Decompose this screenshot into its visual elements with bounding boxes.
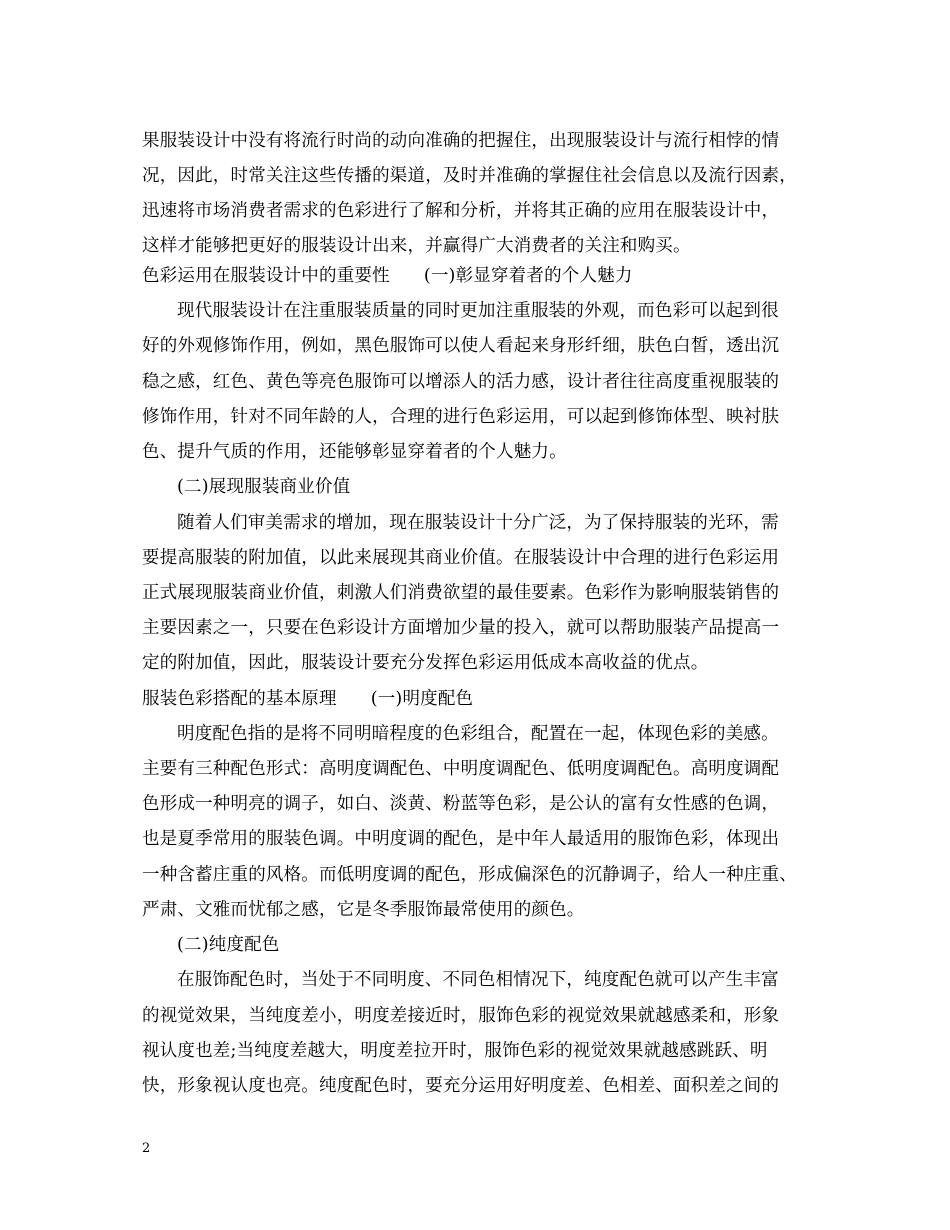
paragraph-line: 也是夏季常用的服装色调。中明度调的配色，是中年人最适用的服饰色彩，体现出	[142, 829, 780, 849]
paragraph-line: 现代服装设计在注重服装质量的同时更加注重服装的外观，而色彩可以起到很	[177, 301, 779, 321]
paragraph-line: 在服饰配色时，当处于不同明度、不同色相情况下，纯度配色就可以产生丰富	[177, 970, 779, 990]
paragraph-line: 随着人们审美需求的增加，现在服装设计十分广泛，为了保持服装的光环，需	[177, 513, 779, 533]
paragraph-line: 定的附加值，因此，服装设计要充分发挥色彩运用低成本高收益的优点。	[142, 653, 709, 673]
paragraph-line: 明度配色指的是将不同明暗程度的色彩组合，配置在一起，体现色彩的美感。	[177, 724, 779, 744]
paragraph-line: 修饰作用，针对不同年龄的人，合理的进行色彩运用，可以起到修饰体型、映衬肤	[142, 407, 780, 427]
paragraph-line: 色、提升气质的作用，还能够彰显穿着者的个人魅力。	[142, 442, 567, 462]
section-title: 色彩运用在服装设计中的重要性	[142, 266, 390, 286]
paragraph-line: 快，形象视认度也亮。纯度配色时，要充分运用好明度差、色相差、面积差之间的	[142, 1076, 780, 1096]
subsection-title: (一)明度配色	[370, 689, 474, 709]
paragraph-line: 色形成一种明亮的调子，如白、淡黄、粉蓝等色彩，是公认的富有女性感的色调，	[142, 794, 780, 814]
section-heading	[142, 689, 473, 709]
subsection-heading: (二)纯度配色	[177, 935, 280, 955]
paragraph-line: 视认度也差;当纯度差越大，明度差拉开时，服饰色彩的视觉效果就越感跳跃、明	[142, 1041, 768, 1061]
paragraph-line: 主要有三种配色形式：高明度调配色、中明度调配色、低明度调配色。高明度调配	[142, 759, 780, 779]
page-number: 2	[142, 1141, 151, 1156]
subsection-heading: (二)展现服装商业价值	[177, 477, 351, 497]
paragraph-line: 迅速将市场消费者需求的色彩进行了解和分析，并将其正确的应用在服装设计中，	[142, 201, 780, 221]
section-heading	[142, 266, 633, 286]
paragraph-line: 正式展现服装商业价值，刺激人们消费欲望的最佳要素。色彩作为影响服装销售的	[142, 583, 780, 603]
subsection-title: (一)彰显穿着者的个人魅力	[423, 266, 633, 286]
section-title: 服装色彩搭配的基本原理	[142, 689, 337, 709]
paragraph-line: 况，因此，时常关注这些传播的渠道，及时并准确的掌握住社会信息以及流行因素，	[142, 166, 797, 186]
paragraph-line: 好的外观修饰作用，例如，黑色服饰可以使人看起来身形纤细，肤色白皙，透出沉	[142, 336, 780, 356]
paragraph-line: 这样才能够把更好的服装设计出来，并赢得广大消费者的关注和购买。	[142, 236, 691, 256]
paragraph-line: 稳之感，红色、黄色等亮色服饰可以增添人的活力感，设计者往往高度重视服装的	[142, 372, 780, 392]
paragraph-line: 要提高服装的附加值，以此来展现其商业价值。在服装设计中合理的进行色彩运用	[142, 548, 780, 568]
paragraph-line: 主要因素之一，只要在色彩设计方面增加少量的投入，就可以帮助服装产品提高一	[142, 618, 780, 638]
paragraph-line: 一种含蓄庄重的风格。而低明度调的配色，形成偏深色的沉静调子，给人一种庄重、	[142, 865, 797, 885]
paragraph-line: 严肃、文雅而忧郁之感，它是冬季服饰最常使用的颜色。	[142, 900, 585, 920]
paragraph-line: 的视觉效果，当纯度差小，明度差接近时，服饰色彩的视觉效果就越感柔和，形象	[142, 1006, 780, 1026]
paragraph-line: 果服装设计中没有将流行时尚的动向准确的把握住，出现服装设计与流行相悖的情	[142, 131, 780, 151]
